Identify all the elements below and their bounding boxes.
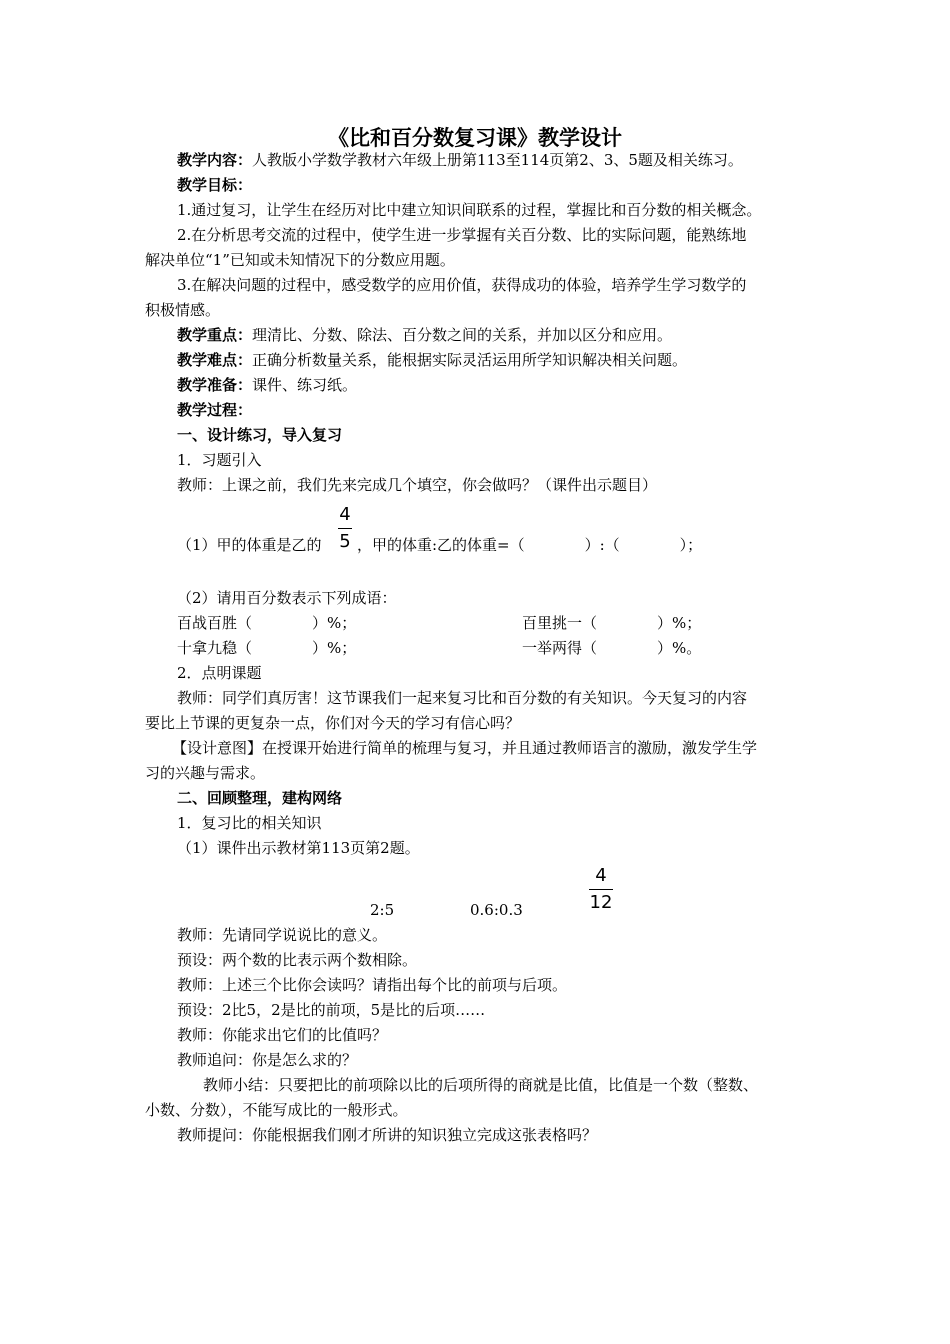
fraction-4-12 (589, 866, 613, 913)
section-1-item-1: 1．习题引入 (177, 451, 262, 469)
fraction-bar (589, 889, 613, 890)
key-text: 理清比、分数、除法、百分数之间的关系，并加以区分和应用。 (252, 326, 673, 344)
teacher-summary-a: 教师小结：只要把比的前项除以比的后项所得的商就是比值，比值是一个数（整数、 (203, 1076, 759, 1094)
teacher-line-4: 教师：上述三个比你会读吗？请指出每个比的前项与后项。 (177, 976, 568, 994)
goal-2-line-2: 解决单位“1”已知或未知情况下的分数应用题。 (145, 251, 455, 269)
fraction-bar (338, 528, 352, 529)
intent-text-b: 习的兴趣与需求。 (145, 764, 266, 782)
fraction-4-5 (338, 505, 352, 552)
goal-2-line-1: 2.在分析思考交流的过程中，使学生进一步掌握有关百分数、比的实际问题，能熟练地 (177, 226, 747, 244)
fraction-numerator: 4 (595, 865, 607, 886)
document-title: 《比和百分数复习课》教学设计 (328, 125, 622, 150)
teacher-line-1: 教师：上课之前，我们先来完成几个填空，你会做吗？（课件出示题目） (177, 476, 658, 494)
question-1-part-a: （1）甲的体重是乙的 (177, 536, 322, 554)
content-label: 教学内容： (177, 151, 253, 169)
fraction-denominator: 12 (589, 892, 613, 913)
teacher-line-5: 教师：你能求出它们的比值吗？ (177, 1026, 388, 1044)
teacher-line-2-a: 教师：同学们真厉害！这节课我们一起来复习比和百分数的有关知识。今天复习的内容 (177, 689, 748, 707)
preparation (177, 375, 357, 395)
fraction-denominator: 5 (339, 531, 351, 552)
ratio-2-5: 2:5 (370, 901, 395, 919)
design-intent (172, 738, 757, 758)
goal-3-line-2: 积极情感。 (145, 301, 221, 319)
ratio-0-6-0-3: 0.6:0.3 (470, 901, 523, 919)
teacher-line-2-b: 要比上节课的更复杂一点，你们对今天的学习有信心吗？ (145, 714, 521, 732)
idiom-1: 百战百胜（ ）%； (177, 614, 357, 632)
key-label: 教学重点： (177, 326, 253, 344)
prep-text: 课件、练习纸。 (252, 376, 358, 394)
idiom-2: 百里挑一（ ）%； (522, 614, 702, 632)
fraction-numerator: 4 (339, 504, 351, 525)
preset-line-2: 预设：2比5，2是比的前项，5是比的后项…… (177, 1001, 486, 1019)
teaching-content (177, 150, 743, 170)
teacher-summary-b: 小数、分数），不能写成比的一般形式。 (145, 1101, 408, 1119)
idiom-4: 一举两得（ ）%。 (522, 639, 702, 657)
intent-text-a: 在授课开始进行简单的梳理与复习，并且通过教师语言的激励，激发学生学 (262, 739, 758, 757)
idiom-3: 十拿九稳（ ）%； (177, 639, 357, 657)
difficult-point (177, 350, 687, 370)
section-2-heading: 二、回顾整理，建构网络 (177, 789, 343, 807)
section-1-heading: 一、设计练习，导入复习 (177, 426, 343, 444)
question-1-part-b: ，甲的体重:乙的体重=（ ）:（ ）； (357, 536, 703, 554)
diff-text: 正确分析数量关系，能根据实际灵活运用所学知识解决相关问题。 (252, 351, 688, 369)
goals-label: 教学目标： (177, 176, 253, 194)
teacher-question: 教师提问：你能根据我们刚才所讲的知识独立完成这张表格吗？ (177, 1126, 598, 1144)
intent-label: 【设计意图】 (172, 739, 263, 757)
process-label: 教学过程： (177, 401, 253, 419)
prep-label: 教学准备： (177, 376, 253, 394)
key-point (177, 325, 672, 345)
diff-label: 教学难点： (177, 351, 253, 369)
section-2-item-1: 1．复习比的相关知识 (177, 814, 322, 832)
teacher-followup: 教师追问：你是怎么求的？ (177, 1051, 358, 1069)
teacher-line-3: 教师：先请同学说说比的意义。 (177, 926, 388, 944)
goal-3-line-1: 3.在解决问题的过程中，感受数学的应用价值，获得成功的体验，培养学生学习数学的 (177, 276, 747, 294)
section-2-sub-1: （1）课件出示教材第113页第2题。 (177, 839, 420, 857)
goal-1: 1.通过复习，让学生在经历对比中建立知识间联系的过程，掌握比和百分数的相关概念。 (177, 201, 762, 219)
section-1-item-2: 2．点明课题 (177, 664, 262, 682)
question-2: （2）请用百分数表示下列成语： (177, 589, 397, 607)
content-text: 人教版小学数学教材六年级上册第113至114页第2、3、5题及相关练习。 (252, 151, 743, 169)
preset-line-1: 预设：两个数的比表示两个数相除。 (177, 951, 418, 969)
